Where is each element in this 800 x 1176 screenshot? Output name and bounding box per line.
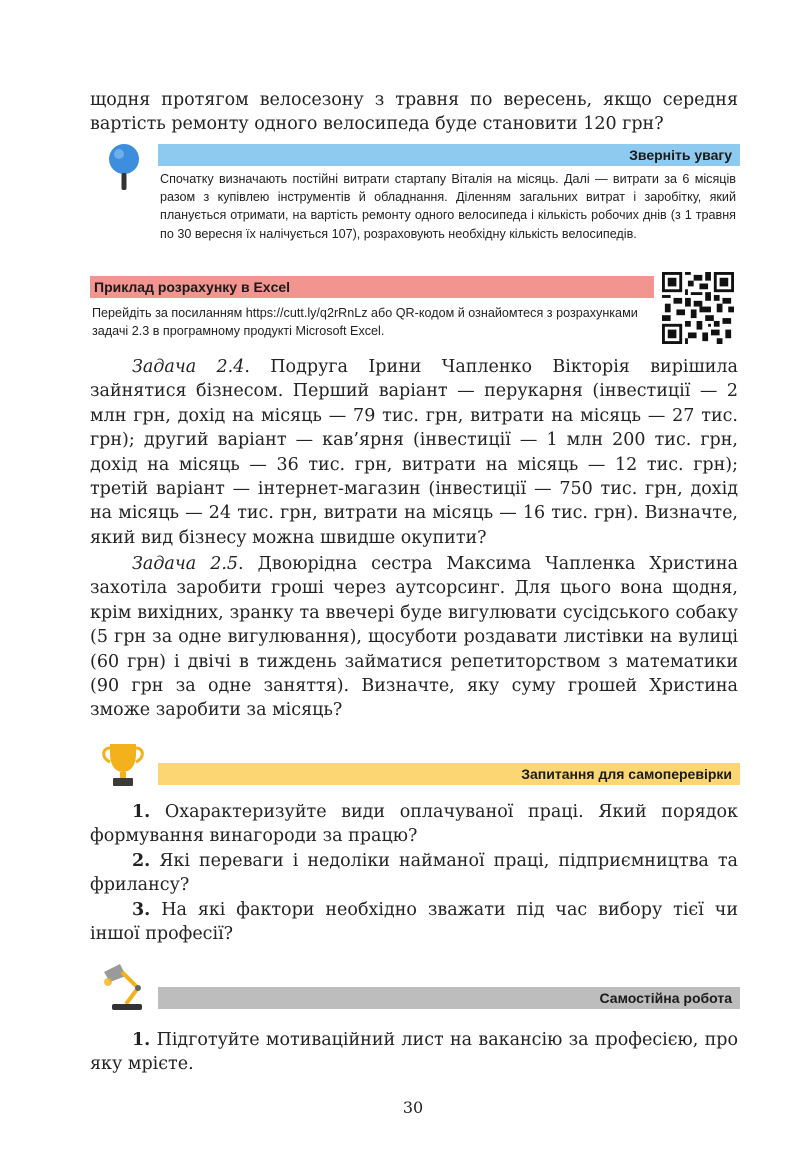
excel-example-body: Перейдіть за посиланням https://cutt.ly/q2rRnLz або QR-кодом й ознайомтеся з розрахунками задачі 2.3 в програмному продукті Microsoft Excel. [92, 306, 638, 339]
independent-task-1-text: Підготуйте мотиваційний лист на вакансію за професією, про яку мрієте. [90, 1030, 738, 1075]
independent-work-tasks [90, 1028, 738, 1077]
self-check-section [90, 740, 740, 790]
task-2-5-label: Задача 2.5 [132, 554, 239, 574]
attention-section [100, 140, 740, 262]
independent-work-section [90, 962, 740, 1012]
question-1 [90, 800, 738, 849]
attention-body: Спочатку визначають постійні витрати стартапу Віталія на місяць. Далі — витрати за 6 місяців разом з купівлею інструментів й обладнання. Діленням загальних витрат і заробітку, який планується отримати, на вартість ремонту одного велосипеда і кількість робочих днів (з 1 травня по 30 вересня їх налічується 107), розраховують необхідну кількість велосипедів. [160, 172, 736, 241]
independent-work-title: Самостійна робота [158, 987, 740, 1009]
task-2-4-text: . Подруга Ірини Чапленко Вікторія вирішила зайнятися бізнесом. Перший варіант — перукарня (інвестиції — 2 млн грн, дохід на місяць — 79 тис. грн, витрати на місяць — 27 тис. грн); другий варіант — кав’ярня (інвестиції — 1 млн 200 тис. грн, дохід на місяць — 36 тис. грн, витрати на місяць — 12 тис. грн); третій варіант — інтернет-магазин (інвестиції — 750 тис. грн, дохід на місяць — 24 тис. грн, витрати на місяць — 16 тис. грн). Визначте, який вид бізнесу можна швидше окупити? [90, 357, 738, 548]
self-check-title: Запитання для самоперевірки [158, 763, 740, 785]
task-2-5-paragraph [90, 552, 738, 723]
self-check-questions [90, 800, 738, 946]
independent-task-1 [90, 1028, 738, 1077]
question-3-number: 3. [132, 899, 151, 920]
trophy-icon [96, 740, 150, 788]
excel-example-section [90, 272, 740, 348]
qr-code[interactable] [662, 272, 734, 344]
question-2-number: 2. [132, 850, 151, 871]
question-2-text: Які переваги і недоліки найманої праці, підприємництва та фрилансу? [90, 850, 738, 896]
independent-task-1-number: 1. [132, 1030, 151, 1050]
task-2-5-text: . Двоюрідна сестра Максима Чапленка Христина захотіла заробити гроші через аутсорсинг. Для цього вона щодня, крім вихідних, зранку та ввечері буде вигулювати сусідського собаку (5 грн за одне вигулювання), щосуботи роздавати листівки на вулиці (60 грн) і двічі в тиждень займатися репетиторством з математики (90 грн за одне заняття). Визначте, яку суму грошей Христина зможе заробити за місяць? [90, 554, 738, 721]
question-3 [90, 898, 738, 947]
question-2 [90, 849, 738, 898]
intro-paragraph: щодня протягом велосезону з травня по вересень, якщо середня вартість ремонту одного велосипеда буде становити 120 грн? [90, 90, 738, 135]
task-2-4-paragraph [90, 355, 738, 550]
question-3-text: На які фактори необхідно зважати під час вибору тієї чи іншої професії? [90, 899, 738, 945]
question-1-number: 1. [132, 802, 151, 822]
attention-title: Зверніть увагу [158, 144, 740, 166]
magnifier-icon [104, 142, 144, 192]
desk-lamp-icon [98, 962, 154, 1012]
task-2-4-label: Задача 2.4 [132, 357, 245, 377]
question-1-text: Охарактеризуйте види оплачуваної праці. Який порядок формування винагороди за працю? [90, 802, 738, 847]
page-number: 30 [402, 1098, 424, 1117]
excel-example-title: Приклад розрахунку в Excel [90, 276, 654, 298]
